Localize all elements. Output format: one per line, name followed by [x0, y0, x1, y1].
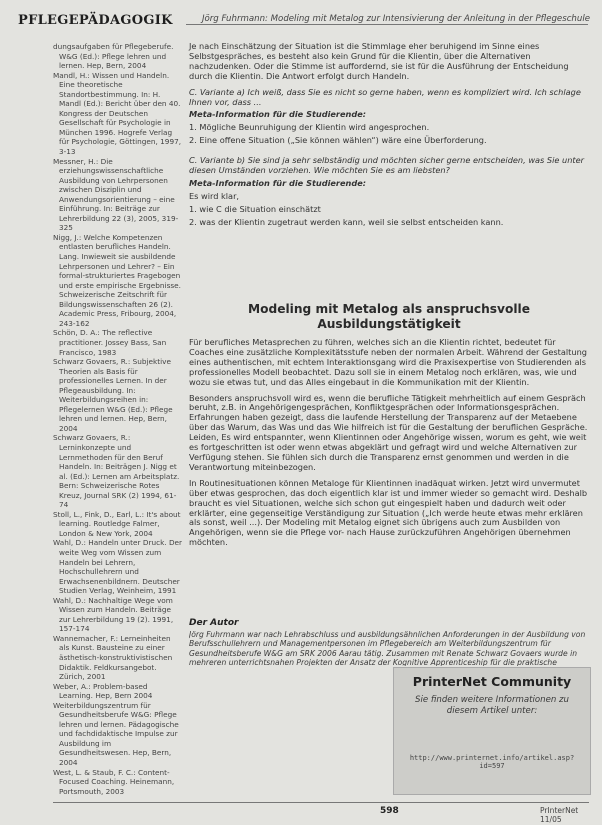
- reference-entry: Schwarz Govaers, R.: Subjektive Theorien als Basis für professionelles Lernen. In der Pflegeausbildung. In: Weiterbildungsreihen in: Pflegelernen W&G (Ed.): Pflege lehren und lernen. Hep, Bern, 2004: [53, 357, 173, 433]
- printernet-box: [393, 667, 591, 795]
- references-column: [53, 42, 183, 802]
- footer-rule: [53, 802, 589, 803]
- author-bio: [189, 630, 589, 666]
- meta-label-1: Meta-Information für die Studierende:: [189, 109, 367, 120]
- reference-entry: Schön, D. A.: The reflective practitioner. Jossey Bass, San Francisco, 1983: [53, 328, 167, 357]
- meta-list-item: 1. Mögliche Beunruhigung der Klientin wird angesprochen.: [189, 122, 430, 133]
- variant-b: C. Variante b) Sie sind ja sehr selbständig und möchten sicher gerne entscheiden, was Sie unter diesen Umständen vorziehen. Wie möchten Sie es am liebsten?: [189, 155, 585, 176]
- printernet-text: Sie finden weitere Informationen zu diesem Artikel unter:: [414, 695, 569, 716]
- body-paragraph: In Routinesituationen können Metaloge für Klientinnen inadäquat wirken. Jetzt wird unvermutet über etwas gesprochen, das doch eigentlich klar ist und immer wieder so gemacht wird. Deshalb braucht es viel Situationen, welche sich schon gut eingespielt haben und dadurch weit oder erklärter, eine gegenseitige Verständigung zur Situation („Ich werde heute etwas mehr erklären als sonst, weil ...). Der Modeling mit Metalog eignet sich übrigens auch zum Ausbilden von Angehörigen, wenn sie die Pflege vor- nach Hause zurückzuführen Angehörigen übernehmen möchten.: [189, 477, 588, 548]
- reference-entry: West, L. & Staub, F. C.: Content-Focused Coaching. Heinemann, Portsmouth, 2003: [53, 767, 175, 796]
- reference-entry: Weiterbildungszentrum für Gesundheitsberufe W&G: Pflege lehren und lernen. Pädagogische und fachdidaktische Impulse zur Ausbildung im Gesundheitswesen. Hep, Bern, 2004: [53, 700, 179, 768]
- reference-entry: Wahl, D.: Handeln unter Druck. Der weite Weg vom Wissen zum Handeln bei Lehrern, Hochschullehrern und Erwachsenenbildnern. Deutscher Studien Verlag, Weinheim, 1991: [53, 538, 183, 596]
- header-rule: [186, 24, 588, 25]
- page-number: 598: [380, 806, 399, 816]
- author-bio-text: Jörg Fuhrmann war nach Lehrabschluss und ausbildungsähnlichen Anforderungen in der Ausbildung von Berufsschullehrern und Managementpersonen im Pflegebereich am Weiterbildungszentrum für Gesundheitsberufe W&G am SRK 2006 Aarau tätig. Zusammen mit Renate Schwarz Govaers wurde in mehreren unterrichtsnahen Projekten der Ansatz der Kognitive Apprenticeship für die praktische: [189, 630, 586, 666]
- meta-intro: Es wird klar,: [189, 190, 240, 201]
- reference-entry: Schwarz Govaers, R.: Lerninkonzepte und Lernmethoden für den Beruf Handeln. In: Beiträgen J. Nigg et al. (Ed.): Lernen am Arbeitsplatz. Bern: Schweizerische Rotes Kreuz, Journal SRK (2) 1994, 61-74: [53, 433, 180, 510]
- meta-list-item: 2. was der Klientin zugetraut werden kann, weil sie selbst entscheiden kann.: [189, 216, 504, 227]
- meta-list-item: 1. wie C die Situation einschätzt: [189, 203, 321, 214]
- intro-paragraph: Je nach Einschätzung der Situation ist die Stimmlage eher beruhigend im Sinne eines Selbstgespräches, es besteht also kein Grund für die Klientin, über die Alternativen nachzudenken. Oder die Stimme ist auffordernd, sie ist für die Ausführung der Entscheidung durch die Klientin. Die Antwort erfolgt durch Handeln.: [189, 41, 569, 81]
- section-body: [189, 338, 589, 550]
- author-heading: Der Autor: [189, 618, 239, 628]
- reference-entry: Wannemacher, F.: Lerneinheiten als Kunst. Bausteine zu einer ästhetisch-konstruktivistischen Didaktik. Feldkursangebot. Zürich, 2001: [53, 633, 173, 682]
- running-head: Jörg Fuhrmann: Modeling mit Metalog zur Intensivierung der Anleitung in der Pflegeschule: [201, 14, 590, 24]
- meta-label-2: Meta-Information für die Studierende:: [189, 177, 367, 188]
- reference-entry: Nigg, J.: Welche Kompetenzen entlasten berufliches Handeln. Lang. Inwieweit sie ausbildende Lehrpersonen und Lehrer? – Ein formal-strukturiertes Fragebogen und erste empirische Ergebnisse. Schweizerische Zeitschrift für Bildungswissenschaften 26 (2). Academic Press, Fribourg, 2004, 243-162: [53, 232, 181, 328]
- body-paragraph: Besonders anspruchsvoll wird es, wenn die berufliche Tätigkeit mehrheitlich auf einem Gespräch beruht, z.B. in Angehörigengesprächen, Konfliktgesprächen oder Informationsgesprächen. Erfahrungen haben gezeigt, dass die laufende Herstellung der Transparenz auf der Metaebene über das Warum, das Was und das Wie hilfreich ist für die Gestaltung der beruflichen Gespräche. Leiden, Es wird entspannter, wenn Klientinnen oder Angehörige wissen, worum es geht, wie weit es fortgeschritten ist oder wenn etwas abgeklärt und gefragt wird und welche Alternativen zur Verfügung stehen. Sie fühlen sich durch die Transparenz ernst genommen und werden in die Verantwortung miteinbezogen.: [189, 392, 588, 472]
- printernet-link[interactable]: http://www.printernet.info/artikel.asp?id=597: [409, 754, 575, 770]
- reference-entry: Stoll, L., Fink, D., Earl, L.: It's about learning. Routledge Falmer, London & New York, 2004: [53, 509, 181, 538]
- journal-logo: PFLEGEPÄDAGOGIK: [18, 13, 173, 28]
- main-column: [189, 42, 589, 231]
- reference-entry: Messner, H.: Die erziehungswissenschaftliche Ausbildung von Lehrpersonen zwischen Disziplin und Anwendungsorientierung – eine Einführung. In: Beiträge zur Lehrerbildung 22 (3), 2005, 319-325: [53, 156, 179, 233]
- variant-a: C. Variante a) Ich weiß, dass Sie es nicht so gerne haben, wenn es kompliziert wird. Ich schlage Ihnen vor, dass ...: [189, 86, 581, 107]
- section-title: Modeling mit Metalog als anspruchsvolle Ausbildungstätigkeit: [248, 302, 530, 331]
- reference-entry: Weber, A.: Problem-based Learning. Hep, Bern 2004: [53, 681, 153, 701]
- issue-label: PrInterNet 11/05: [540, 806, 579, 824]
- reference-entry: Wahl, D.: Nachhaltige Wege vom Wissen zum Handeln. Beiträge zur Lehrerbildung 19 (2). 1991, 157-174: [53, 595, 174, 634]
- reference-entry: Mandl, H.: Wissen und Handeln. Eine theoretische Standortbestimmung. In: H. Mandl (Ed.): Bericht über den 40. Kongress der Deutschen Gesellschaft für Psychologie in München 1996. Hogrefe Verlag für Psychologie, Göttingen, 1997, 3-13: [53, 70, 182, 157]
- printernet-title: PrinterNet Community: [412, 674, 572, 689]
- meta-list-item: 2. Eine offene Situation („Sie können wählen“) wäre eine Überforderung.: [189, 135, 487, 146]
- body-paragraph: Für berufliches Metasprechen zu führen, welches sich an die Klientin richtet, bedeutet für Coaches eine zusätzliche Komplexitätsstufe neben der normalen Arbeit. Während der Gestaltung eines authentischen, mit echtem Interaktionsgang wird die Praxisexpertise von Studierenden als professionelles Modell beobachtet. Dazu soll sie in einem Metalog noch erklären, was, wie und wozu sie etwas tut, und das Alles eingebaut in die Kommunikation mit der Klientin.: [189, 337, 587, 387]
- reference-entry: dungsaufgaben für Pflegeberufe. W&G (Ed.): Pflege lehren und lernen. Hep, Bern, 2004: [53, 42, 174, 71]
